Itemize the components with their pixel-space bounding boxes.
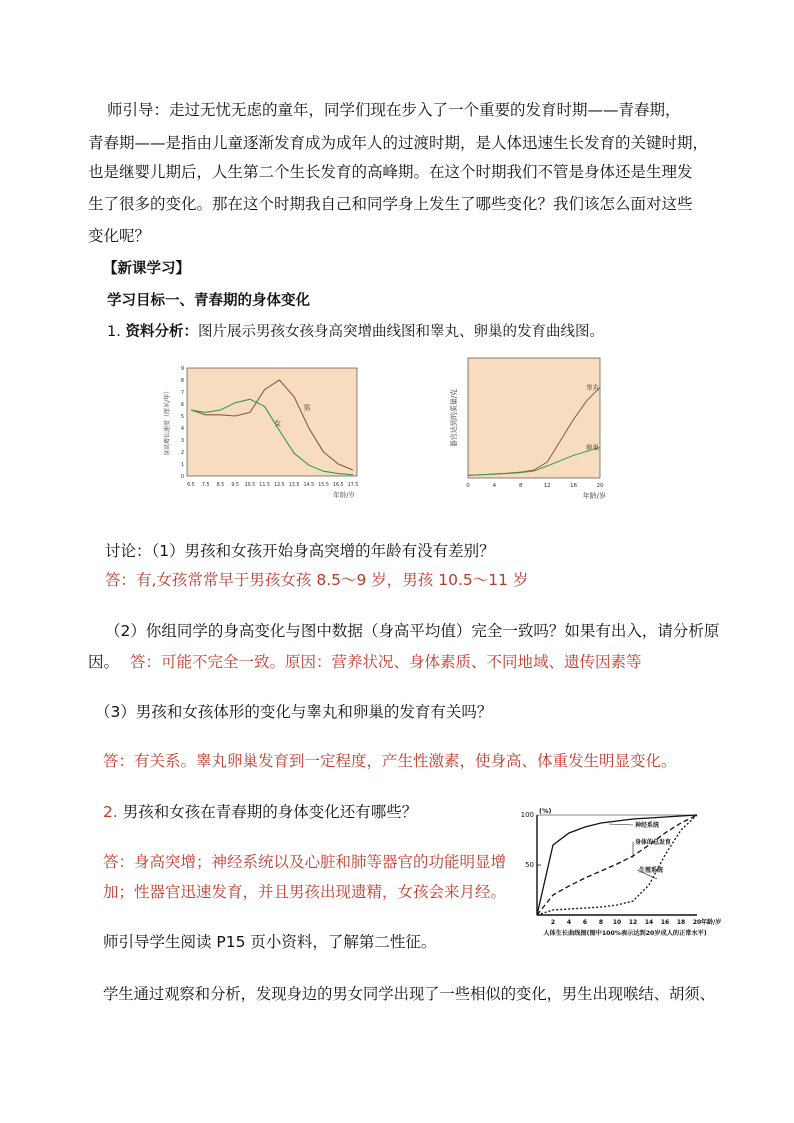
chart-1-x-tick-label: 13.5 — [288, 483, 300, 488]
chart-1-x-tick-label: 11.5 — [259, 483, 270, 488]
chart-1-series-label: 男 — [303, 404, 311, 412]
chart-3-x-axis-label: 年龄/岁 — [701, 919, 722, 926]
chart-1-y-tick-label: 9 — [180, 366, 184, 372]
chart-3-y-unit: (%) — [539, 807, 552, 815]
intro-line-1: 师引导：走过无忧无虑的童年，同学们现在步入了一个重要的发育时期——青春期， — [107, 101, 681, 119]
chart-1-y-tick-label: 1 — [180, 462, 184, 468]
chart-3-x-tick-label: 14 — [644, 919, 654, 926]
chart-3-series-label: 生殖系统 — [639, 867, 664, 874]
answer-2: 答：可能不完全一致。原因：营养状况、身体素质、不同地域、遗传因素等 — [129, 653, 642, 671]
chart-1-x-tick-label: 7.5 — [201, 483, 210, 488]
item-2-answer-line-1: 答：身高突增；神经系统以及心脏和肺等器官的功能明显增 — [103, 853, 507, 871]
intro-line-3: 也是继婴儿期后，人生第二个生长发育的高峰期。在这个时期我们不管是身体还是生理发 — [88, 163, 693, 181]
question-2-end: 因。 — [88, 653, 120, 671]
chart-2-x-tick-label: 16 — [570, 483, 578, 489]
chart-1-x-tick-label: 9.5 — [231, 483, 240, 488]
chart-1-x-tick-label: 10.5 — [244, 483, 256, 488]
chart-3-x-tick-label: 10 — [612, 919, 622, 926]
chart-2-x-tick-label: 4 — [492, 483, 497, 489]
guide-text: 师引导学生阅读 P15 页小资料，了解第二性征。 — [103, 933, 437, 951]
chart-1-x-tick-label: 15.5 — [318, 483, 329, 488]
item-1-number: 1. — [107, 324, 121, 340]
chart-2-plot-area — [468, 358, 600, 478]
chart-3-series-line — [537, 815, 697, 915]
chart-1-y-tick-label: 6 — [180, 402, 184, 408]
objective-title: 学习目标一、青春期的身体变化 — [107, 293, 310, 309]
last-line: 学生通过观察和分析，发现身边的男女同学出现了一些相似的变化，男生出现喉结、胡须、 — [103, 985, 715, 1003]
chart-2-series-label: 睾丸 — [586, 383, 599, 392]
body-growth-chart — [515, 805, 730, 955]
chart-3-series-line — [537, 815, 697, 915]
chart-1-y-tick-label: 0 — [180, 474, 184, 480]
item-1-label: 资料分析： — [125, 324, 198, 340]
chart-1-x-tick-label: 6.5 — [187, 483, 195, 488]
chart-2-x-tick-label: 20 — [596, 483, 604, 489]
item-1-text: 图片展示男孩女孩身高突增曲线图和睾丸、卵巢的发育曲线图。 — [197, 324, 604, 340]
chart-3-series-line — [537, 815, 697, 915]
chart-3-x-tick-label: 20 — [692, 919, 702, 926]
chart-1-x-tick-label: 12.5 — [274, 483, 285, 488]
chart-1-y-tick-label: 5 — [180, 414, 184, 420]
item-2-answer-line-2: 加；性器官迅速发育，并且男孩出现遗精，女孩会来月经。 — [103, 883, 507, 901]
chart-1-x-tick-label: 16.5 — [332, 483, 344, 488]
answer-3: 答：有关系。睾丸卵巢发育到一定程度，产生性激素，使身高、体重发生明显变化。 — [103, 752, 677, 770]
chart-3-y-tick-label: 50 — [525, 861, 534, 869]
chart-1-x-tick-label: 17.5 — [347, 483, 359, 488]
chart-1-x-tick-label: 8.5 — [216, 483, 225, 488]
discussion-label: 讨论： — [105, 542, 152, 560]
chart-1-y-axis-label: 身高增长速度（厘米/年） — [164, 387, 171, 457]
item-1 — [107, 318, 747, 347]
chart-3-series-label: 身体的总发育 — [635, 839, 672, 846]
height-growth-chart — [164, 360, 365, 499]
chart-3-x-tick-label: 18 — [676, 919, 686, 926]
answer-1: 答：有,女孩常常早于男孩女孩 8.5～9 岁，男孩 10.5～11 岁 — [105, 571, 529, 589]
chart-1-y-tick-label: 8 — [180, 378, 184, 384]
chart-3-series-label: 神经系统 — [635, 822, 660, 829]
chart-1-x-axis-label: 年龄/岁 — [333, 491, 355, 499]
question-3: （3）男孩和女孩体形的变化与睾丸和卵巢的发育有关吗？ — [95, 703, 493, 721]
intro-line-5: 变化呢？ — [88, 227, 151, 245]
organ-mass-chart — [440, 350, 620, 500]
chart-1-y-tick-label: 3 — [180, 438, 184, 444]
chart-1-y-tick-label: 4 — [180, 426, 184, 432]
chart-3-x-tick-label: 16 — [660, 919, 670, 926]
chart-1-series-label: 女 — [274, 419, 282, 428]
chart-2-series-label: 卵巢 — [586, 443, 599, 452]
item-2 — [103, 798, 503, 827]
chart-2-x-tick-label: 8 — [519, 483, 523, 489]
chart-3-x-tick-label: 4 — [566, 919, 572, 926]
intro-line-4: 生了很多的变化。那在这个时期我自己和同学身上发生了哪些变化？我们该怎么面对这些 — [88, 195, 693, 213]
chart-2-x-tick-label: 12 — [543, 483, 551, 489]
question-1 — [105, 537, 745, 566]
chart-3-x-tick-label: 8 — [598, 919, 604, 926]
chart-3-label-pointer — [609, 824, 633, 825]
chart-3-x-tick-label: 6 — [582, 919, 588, 926]
item-2-text: 男孩和女孩在青春期的身体变化还有哪些？ — [122, 803, 418, 821]
section-title: 【新课学习】 — [103, 261, 190, 277]
chart-1-y-tick-label: 2 — [180, 450, 184, 456]
question-2-line-2 — [88, 648, 728, 677]
question-2-line-1: （2）你组同学的身高变化与图中数据（身高平均值）完全一致吗？如果有出入，请分析原 — [105, 622, 720, 640]
chart-1-x-tick-label: 14.5 — [303, 483, 315, 488]
item-2-number: 2. — [103, 803, 118, 821]
chart-1-y-tick-label: 7 — [180, 390, 184, 396]
chart-2-y-axis-label: 器官达到的质量/克 — [450, 388, 458, 448]
chart-3-y-tick-label: 100 — [520, 811, 534, 819]
chart-3-x-tick-label: 2 — [550, 919, 556, 926]
question-1-text: （1）男孩和女孩开始身高突增的年龄有没有差别？ — [151, 542, 495, 560]
chart-2-x-tick-label: 0 — [466, 483, 470, 489]
chart-3-caption: 人体生长曲线图(图中100%表示达到20岁成人的正常水平) — [543, 930, 707, 937]
chart-3-x-tick-label: 12 — [628, 919, 638, 926]
intro-line-2: 青春期——是指由儿童逐渐发育成为成年人的过渡时期，是人体迅速生长发育的关键时期， — [88, 134, 709, 152]
chart-2-x-axis-label: 年龄/岁 — [582, 492, 606, 500]
